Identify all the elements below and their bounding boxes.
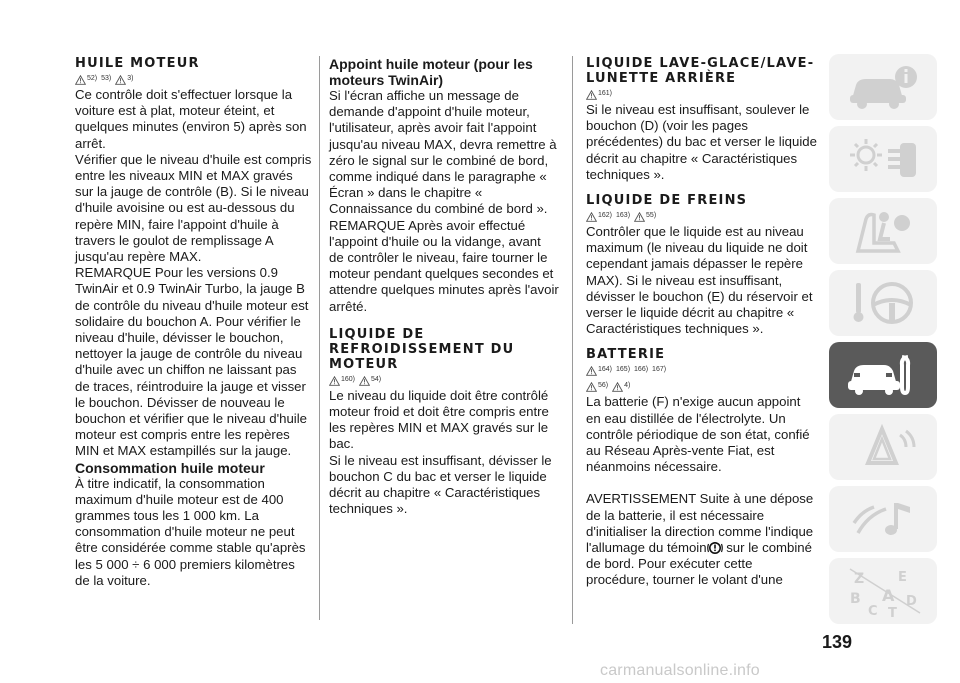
steering-warning-icon xyxy=(707,542,723,554)
reference-notes xyxy=(329,374,559,386)
steering-wheel-icon xyxy=(844,277,922,329)
tab-multimedia[interactable] xyxy=(829,486,937,552)
svg-text:D: D xyxy=(906,594,917,609)
tab-emergency[interactable] xyxy=(829,414,937,480)
note-ref: 163) xyxy=(616,212,631,220)
paragraph: Si le niveau est insuffisant, soulever le bouchon (D) (voir les pages précédentes) du bac et verser le liquide décrit au chapitre « Caractéristiques techniques ». xyxy=(586,102,817,182)
section-title-battery: BATTERIE xyxy=(586,347,666,363)
paragraph-warning: AVERTISSEMENT Suite à une dépose de la batterie, il est nécessaire d'initialiser la direction comme l'indique l'allumage du témoin sur le combiné de bord. Pour exécuter cette procédure, tourner le volant d'une xyxy=(586,491,814,588)
warning-ref: 55) xyxy=(634,210,656,222)
watermark: carmanualsonline.info xyxy=(600,662,760,679)
reference-notes xyxy=(586,364,818,392)
warning-triangle-icon xyxy=(612,382,623,392)
section-title-coolant: LIQUIDE DE REFROIDISSEMENT DU MOTEUR xyxy=(329,326,515,372)
warning-ref: 160) xyxy=(329,374,355,386)
warning-triangle-icon xyxy=(115,75,126,85)
reference-notes xyxy=(586,88,818,100)
tab-safety[interactable] xyxy=(829,198,937,264)
column-3 xyxy=(586,56,818,589)
chapter-tabs xyxy=(829,54,937,630)
section-title-washer-fluid: LIQUIDE LAVE-GLACE/LAVE-LUNETTE ARRIÈRE xyxy=(586,56,815,86)
airbag-seat-icon xyxy=(844,205,922,257)
music-signal-icon xyxy=(844,493,922,545)
warning-ref: 161) xyxy=(586,88,612,100)
svg-text:B: B xyxy=(850,591,861,607)
svg-text:C: C xyxy=(868,604,878,617)
dashboard-lights-icon xyxy=(844,133,922,185)
note-ref: 167) xyxy=(652,366,667,374)
subsection-title-oil-consumption: Consommation huile moteur xyxy=(75,459,265,476)
reference-notes xyxy=(586,210,818,222)
warning-ref: 164) xyxy=(586,364,612,376)
section-title-brake-fluid: LIQUIDE DE FREINS xyxy=(586,193,748,209)
column-1 xyxy=(75,56,313,589)
warning-triangle-icon xyxy=(634,212,645,222)
tab-index[interactable] xyxy=(829,558,937,624)
warning-triangle-icon xyxy=(359,376,370,386)
svg-text:A: A xyxy=(882,586,895,605)
page-number: 139 xyxy=(822,632,853,652)
paragraph: Si le niveau est insuffisant, dévisser le bouchon C du bac et verser le liquide décrit au chapitre « Caractéristiques techniques ». xyxy=(329,452,552,517)
column-divider xyxy=(572,56,573,624)
note-ref: 166) xyxy=(634,366,649,374)
warning-triangle-icon xyxy=(329,376,340,386)
tab-maintenance[interactable] xyxy=(829,342,937,408)
subsection-title-oil-top-up: Appoint huile moteur (pour les moteurs TwinAir) xyxy=(329,56,533,88)
paragraph: REMARQUE Après avoir effectué l'appoint d'huile ou la vidange, avant de contrôler le niveau, faire tourner le moteur pendant quelques secondes et attendre quelques minutes après l'avoir arrêté. xyxy=(329,217,559,314)
paragraph: Si l'écran affiche un message de demande d'appoint d'huile moteur, l'utilisateur, après avoir fait l'appoint jusqu'au niveau MAX, devra remettre à zéro le signal sur le combiné de bord, comme indiqué dans le paragraphe « Écran » dans le chapitre « Connaissance du combiné de bord ». xyxy=(329,88,557,217)
warning-triangle-icon xyxy=(586,90,597,100)
paragraph: Ce contrôle doit s'effectuer lorsque la voiture est à plat, moteur éteint, et quelques minutes (environ 5) après son arrêt. xyxy=(75,87,307,151)
tab-car-info[interactable] xyxy=(829,54,937,120)
tab-dashboard-lights[interactable] xyxy=(829,126,937,192)
paragraph: REMARQUE Pour les versions 0.9 TwinAir et 0.9 TwinAir Turbo, la jauge B de contrôle du niveau d'huile moteur est solidaire du bouchon A. Pour vérifier le niveau d'huile, dévisser le bouchon, nettoyer la jauge de contrôle du niveau d'huile avec un chiffon ne laissant pas de traces, réintroduire la jauge et visser le bouchon. Dévisser de nouveau le bouchon et vérifier que le niveau d'huile moteur est compris entre les repères MIN et MAX estampillés sur la jauge. xyxy=(75,265,309,459)
warning-triangle-icon xyxy=(586,212,597,222)
note-ref: 165) xyxy=(616,366,631,374)
column-divider xyxy=(319,56,320,620)
car-wrench-icon xyxy=(844,349,922,401)
warning-triangle-icon xyxy=(586,366,597,376)
reference-notes xyxy=(75,73,313,85)
warning-ref: 54) xyxy=(359,374,381,386)
warning-triangle-icon xyxy=(844,421,922,473)
warning-ref: 56) xyxy=(586,380,608,392)
svg-text:E: E xyxy=(898,570,907,585)
warning-ref: 4) xyxy=(612,380,630,392)
tab-starting-driving[interactable] xyxy=(829,270,937,336)
paragraph: Le niveau du liquide doit être contrôlé moteur froid et doit être compris entre les repères MIN et MAX gravés sur le bac. xyxy=(329,387,549,452)
warning-ref: 52) xyxy=(75,73,97,85)
section-title-engine-oil: HUILE MOTEUR xyxy=(75,56,200,71)
paragraph: La batterie (F) n'exige aucun appoint en eau distillée de l'électrolyte. Un contrôle périodique de son état, confié au Réseau Après-vente Fiat, est néanmoins nécessaire. xyxy=(586,394,810,475)
warning-ref: 162) xyxy=(586,210,612,222)
warning-ref: 3) xyxy=(115,73,133,85)
column-2 xyxy=(329,56,559,517)
svg-text:T: T xyxy=(888,606,897,617)
alphabet-icon xyxy=(844,565,922,617)
warning-triangle-icon xyxy=(586,382,597,392)
note-ref: 53) xyxy=(101,75,112,82)
paragraph: Contrôler que le liquide est au niveau maximum (le niveau du liquide ne doit cependant jamais dépasser le repère MAX). Si le niveau est insuffisant, dévisser le bouchon (E) du réservoir et verser le liquide décrit au chapitre « Caractéristiques techniques ». xyxy=(586,224,813,337)
warning-triangle-icon xyxy=(75,75,86,85)
paragraph: À titre indicatif, la consommation maximum d'huile moteur est de 400 grammes tous les 1 000 km. La consommation d'huile moteur ne peut être considérée comme stable qu'après les 5 000 ÷ 6 000 premiers kilomètres de la voiture. xyxy=(75,475,306,588)
svg-text:Z: Z xyxy=(854,571,865,587)
car-info-icon xyxy=(844,61,922,113)
paragraph: Vérifier que le niveau d'huile est compris entre les niveaux MIN et MAX gravés sur la jauge de contrôle (B). Si le niveau d'huile avoisine ou est au-dessous du repère MIN, faire l'appoint d'huile à travers le goulot de remplissage A jusqu'au repère MAX. xyxy=(75,151,312,265)
